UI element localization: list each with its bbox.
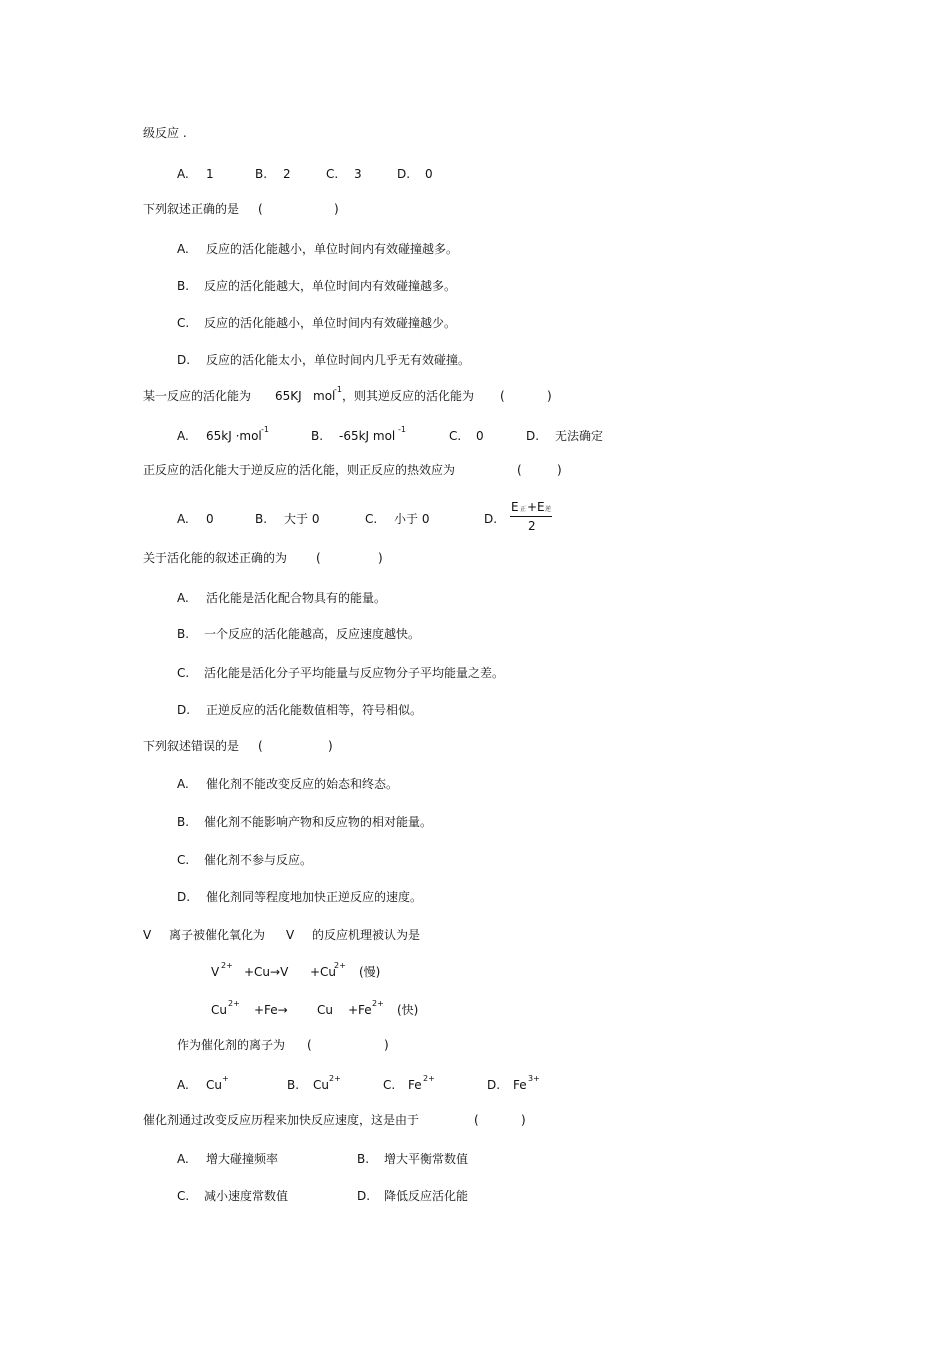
q7-eq2-d-sup: 2+ (372, 999, 384, 1008)
q3-stem-a: 某一反应的活化能为 (143, 389, 252, 403)
q7-option-a-letter: A. (177, 1078, 189, 1092)
q8-option-b-text: 增大平衡常数值 (384, 1152, 469, 1166)
q2-paren-close: ) (334, 202, 339, 216)
q7-stem-c: V (286, 928, 295, 942)
q6-stem: 下列叙述错误的是 (143, 739, 240, 753)
q6-option-d-letter: D. (177, 890, 191, 904)
q7-eq1-d: (慢) (359, 965, 381, 979)
q7-option-b-sup: 2+ (329, 1074, 341, 1083)
q2-option-b-letter: B. (177, 279, 190, 293)
q7-paren-close: ) (384, 1038, 389, 1052)
q3-stem-b: 65KJ (275, 389, 302, 403)
q5-option-a-letter: A. (177, 591, 189, 605)
q4-fraction-sub1: 正 (520, 506, 527, 513)
q2-option-a-letter: A. (177, 242, 189, 256)
q4-option-b-text: 大于 0 (284, 512, 320, 526)
q7-option-c-letter: C. (383, 1078, 396, 1092)
q8-option-d-text: 降低反应活化能 (384, 1189, 469, 1203)
q6-option-d-text: 催化剂同等程度地加快正逆反应的速度。 (206, 890, 423, 904)
q7-eq1-c-sup: 2+ (334, 961, 346, 970)
q5-paren-close: ) (378, 551, 383, 565)
q7-stem-a: V (143, 928, 152, 942)
q4-fraction-bar (510, 516, 552, 517)
q5-option-c-text: 活化能是活化分子平均能量与反应物分子平均能量之差。 (204, 666, 505, 680)
q6-option-b-letter: B. (177, 815, 190, 829)
q7-option-c-sup: 2+ (423, 1074, 435, 1083)
q6-option-c-letter: C. (177, 853, 190, 867)
q2-option-b-text: 反应的活化能越大，单位时间内有效碰撞越多。 (204, 279, 457, 293)
q4-fraction-e1: E (511, 500, 519, 514)
q3-option-d-letter: D. (526, 429, 540, 443)
q7-eq2-c: Cu (317, 1003, 333, 1017)
q8-stem: 催化剂通过改变反应历程来加快反应速度，这是由于 (143, 1113, 420, 1127)
q4-paren-open: ( (517, 463, 522, 477)
q8-option-a-text: 增大碰撞频率 (206, 1152, 279, 1166)
q5-option-b-letter: B. (177, 627, 190, 641)
q4-fraction-sub2: 逆 (545, 506, 552, 513)
q7-option-a-sup: + (222, 1074, 229, 1083)
q4-option-a-text: 0 (206, 512, 214, 526)
q2-option-d-letter: D. (177, 353, 191, 367)
q3-option-d-text: 无法确定 (555, 429, 604, 443)
q3-option-b-letter: B. (311, 429, 324, 443)
q5-option-d-letter: D. (177, 703, 191, 717)
q5-stem: 关于活化能的叙述正确的为 (143, 551, 288, 565)
q2-option-c-text: 反应的活化能越小，单位时间内有效碰撞越少。 (204, 316, 457, 330)
q2-option-c-letter: C. (177, 316, 190, 330)
q2-option-a-text: 反应的活化能越小，单位时间内有效碰撞越多。 (206, 242, 459, 256)
q1-option-c-letter: C. (326, 167, 339, 181)
q7-eq1-b: +Cu→V (244, 965, 289, 979)
q3-paren-close: ) (547, 389, 552, 403)
q1-option-a-letter: A. (177, 167, 189, 181)
q3-stem-d: ，则其逆反应的活化能为 (342, 389, 475, 403)
q8-option-b-letter: B. (357, 1152, 370, 1166)
q7-option-d-sup: 3+ (528, 1074, 540, 1083)
q7-eq1-a: V (211, 965, 220, 979)
q1-option-d-letter: D. (397, 167, 411, 181)
q3-paren-open: ( (500, 389, 505, 403)
q2-paren-open: ( (258, 202, 263, 216)
q3-option-a-letter: A. (177, 429, 189, 443)
q4-option-b-letter: B. (255, 512, 268, 526)
q4-option-a-letter: A. (177, 512, 189, 526)
q7-option-b-letter: B. (287, 1078, 300, 1092)
q3-option-b-sup: -1 (398, 425, 406, 434)
q7-eq2-a-sup: 2+ (228, 999, 240, 1008)
q7-stem-d: 的反应机理被认为是 (312, 928, 421, 942)
q3-option-a-text: 65kJ ·mol (206, 429, 262, 443)
q2-option-d-text: 反应的活化能太小，单位时间内几乎无有效碰撞。 (206, 353, 471, 367)
q7-eq1-c: +Cu (310, 965, 337, 979)
q4-option-c-text: 小于 0 (394, 512, 430, 526)
q7-eq2-b: +Fe→ (254, 1003, 288, 1017)
q7-sub-stem: 作为催化剂的离子为 (177, 1038, 286, 1052)
q7-option-c-text: Fe (408, 1078, 422, 1092)
q3-option-c-text: 0 (476, 429, 484, 443)
q7-eq1-a-sup: 2+ (221, 961, 233, 970)
q6-option-a-text: 催化剂不能改变反应的始态和终态。 (206, 777, 399, 791)
q5-option-d-text: 正逆反应的活化能数值相等，符号相似。 (206, 703, 423, 717)
q7-option-a-text: Cu (206, 1078, 222, 1092)
q8-paren-close: ) (521, 1113, 526, 1127)
q6-paren-close: ) (328, 739, 333, 753)
q4-stem: 正反应的活化能大于逆反应的活化能，则正反应的热效应为 (143, 463, 456, 477)
q4-fraction-plus: +E (527, 500, 545, 514)
q7-option-d-letter: D. (487, 1078, 501, 1092)
q1-option-d-text: 0 (425, 167, 433, 181)
q5-option-a-text: 活化能是活化配合物具有的能量。 (206, 591, 387, 605)
q1-option-c-text: 3 (354, 167, 362, 181)
q8-option-c-text: 减小速度常数值 (204, 1189, 289, 1203)
q4-paren-close: ) (557, 463, 562, 477)
q1-option-b-letter: B. (255, 167, 268, 181)
q6-option-a-letter: A. (177, 777, 189, 791)
q7-eq2-e: (快) (397, 1003, 419, 1017)
q8-option-a-letter: A. (177, 1152, 189, 1166)
q8-paren-open: ( (474, 1113, 479, 1127)
q8-option-c-letter: C. (177, 1189, 190, 1203)
q8-option-d-letter: D. (357, 1189, 371, 1203)
q7-option-d-text: Fe (513, 1078, 527, 1092)
q5-paren-open: ( (316, 551, 321, 565)
q3-option-a-sup: -1 (261, 425, 269, 434)
q5-option-b-text: 一个反应的活化能越高，反应速度越快。 (204, 627, 421, 641)
q2-stem: 下列叙述正确的是 (143, 202, 240, 216)
q7-option-b-text: Cu (313, 1078, 329, 1092)
q7-eq2-a: Cu (211, 1003, 227, 1017)
q3-option-c-letter: C. (449, 429, 462, 443)
q3-option-b-text: -65kJ mol (339, 429, 396, 443)
q5-option-c-letter: C. (177, 666, 190, 680)
q7-stem-b: 离子被催化氧化为 (169, 928, 266, 942)
q7-paren-open: ( (307, 1038, 312, 1052)
q4-option-c-letter: C. (365, 512, 378, 526)
q6-option-c-text: 催化剂不参与反应。 (204, 853, 313, 867)
q6-option-b-text: 催化剂不能影响产物和反应物的相对能量。 (204, 815, 433, 829)
q1-stem: 级反应 . (143, 126, 187, 140)
q4-fraction-denominator: 2 (528, 519, 536, 533)
q7-eq2-d: +Fe (348, 1003, 372, 1017)
q1-option-b-text: 2 (283, 167, 291, 181)
q1-option-a-text: 1 (206, 167, 214, 181)
q6-paren-open: ( (258, 739, 263, 753)
q3-stem-c: mol (313, 389, 336, 403)
q4-option-d-letter: D. (484, 512, 498, 526)
q3-stem-sup: -1 (334, 385, 342, 394)
